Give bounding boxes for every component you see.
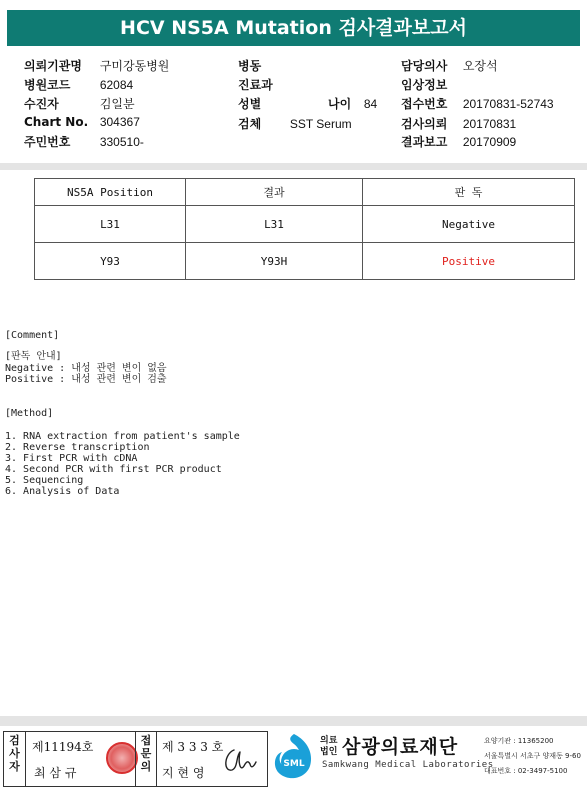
label-request-date: 검사의뢰 <box>401 117 448 131</box>
specialist-name: 지 현 영 <box>162 766 205 780</box>
header-sex <box>238 95 286 112</box>
org-english-name: Samkwang Medical Laboratories <box>322 760 494 770</box>
column-header-interpretation: 판 독 <box>363 179 575 206</box>
label-hospital-code: 병원코드 <box>24 78 71 92</box>
signer-role-label: 검사자 <box>4 732 26 786</box>
column-header-position: NS5A Position <box>35 179 186 206</box>
signer-name: 최 삼 규 <box>34 766 77 780</box>
label-sex: 성별 <box>238 97 262 111</box>
header-request-date <box>401 115 516 132</box>
specialist-license: 제 3 3 3 호 <box>162 740 224 754</box>
org-institution-code: 요양기관 : 11365200 <box>484 737 554 745</box>
label-specimen: 검체 <box>238 117 262 131</box>
label-report-date: 결과보고 <box>401 135 448 149</box>
value-hospital-code: 62084 <box>99 78 134 92</box>
sml-logo-icon <box>270 730 318 784</box>
header-hospital-code <box>24 76 133 93</box>
method-step: 4. Second PCR with first PCR product <box>5 464 222 475</box>
method-step: 1. RNA extraction from patient's sample <box>5 431 240 442</box>
cell-position: Y93 <box>35 243 186 280</box>
header-doctor <box>401 57 498 74</box>
value-resident-number: 330510- <box>99 135 144 149</box>
org-name: 삼광의료재단 <box>342 736 459 758</box>
label-chart-no: Chart No. <box>24 115 89 129</box>
label-age: 나이 <box>328 97 352 111</box>
method-step: 2. Reverse transcription <box>5 442 150 453</box>
handwritten-signature-icon <box>220 744 262 776</box>
header-age <box>328 95 377 112</box>
org-phone: 대표번호 : 02-3497-5100 <box>484 767 568 775</box>
table-header-row <box>35 179 575 206</box>
value-institution: 구미강동병원 <box>99 59 170 73</box>
value-receipt-number: 20170831-52743 <box>462 97 554 111</box>
table-row <box>35 243 575 280</box>
org-prefix-line2: 법인 <box>320 747 338 757</box>
value-chart-no: 304367 <box>99 115 140 129</box>
org-prefix <box>320 736 337 758</box>
header-requesting-institution <box>24 57 169 74</box>
guide-line-positive: Positive : 내성 관련 변이 검출 <box>5 374 167 385</box>
cell-result: Y93H <box>186 243 363 280</box>
value-report-date: 20170909 <box>462 135 517 149</box>
label-clinical-info: 임상정보 <box>401 78 448 92</box>
table-row <box>35 206 575 243</box>
value-specimen: SST Serum <box>289 117 352 131</box>
cell-interpretation-positive: Positive <box>363 243 575 280</box>
report-title: HCV NS5A Mutation 검사결과보고서 <box>7 10 580 46</box>
guide-line-negative: Negative : 내성 관련 변이 없음 <box>5 363 167 374</box>
header-resident-number <box>24 133 144 150</box>
cell-position: L31 <box>35 206 186 243</box>
label-institution: 의뢰기관명 <box>24 59 82 73</box>
cell-interpretation: Negative <box>363 206 575 243</box>
footer-divider <box>0 716 587 726</box>
cell-result: L31 <box>186 206 363 243</box>
value-doctor: 오장석 <box>462 59 498 73</box>
column-header-result: 결과 <box>186 179 363 206</box>
method-step: 6. Analysis of Data <box>5 486 120 497</box>
org-prefix-line1: 의료 <box>320 736 338 746</box>
value-age: 84 <box>363 97 378 111</box>
label-resident-number: 주민번호 <box>24 135 71 149</box>
header-patient <box>24 95 135 112</box>
header-specimen <box>238 115 352 132</box>
method-heading: [Method] <box>5 408 54 419</box>
label-ward: 병동 <box>238 59 262 73</box>
official-seal-icon <box>106 742 138 774</box>
footer <box>0 726 587 796</box>
header-clinical-info <box>401 76 459 93</box>
specialist-role-label: 접문의 <box>135 732 157 786</box>
header-receipt-number <box>401 95 554 112</box>
method-step: 5. Sequencing <box>5 475 84 486</box>
label-receipt-number: 접수번호 <box>401 97 448 111</box>
label-department: 진료과 <box>238 78 273 92</box>
header-chart-no <box>24 115 140 129</box>
label-patient: 수진자 <box>24 97 59 111</box>
comment-heading: [Comment] <box>5 330 60 341</box>
header-department <box>238 76 286 93</box>
header-ward <box>238 57 286 74</box>
sml-logo-text: SML <box>283 759 305 769</box>
guide-heading: [판독 안내] <box>5 351 62 362</box>
value-request-date: 20170831 <box>462 117 517 131</box>
org-address: 서울특별시 서초구 양재동 9-60 <box>484 752 581 760</box>
value-patient: 김일분 <box>99 97 135 111</box>
results-table <box>34 178 575 280</box>
signer-license: 제11194호 <box>32 740 94 754</box>
header-report-date <box>401 133 516 150</box>
signature-box <box>3 731 268 787</box>
label-doctor: 담당의사 <box>401 59 448 73</box>
method-step: 3. First PCR with cDNA <box>5 453 138 464</box>
header-divider <box>0 163 587 170</box>
